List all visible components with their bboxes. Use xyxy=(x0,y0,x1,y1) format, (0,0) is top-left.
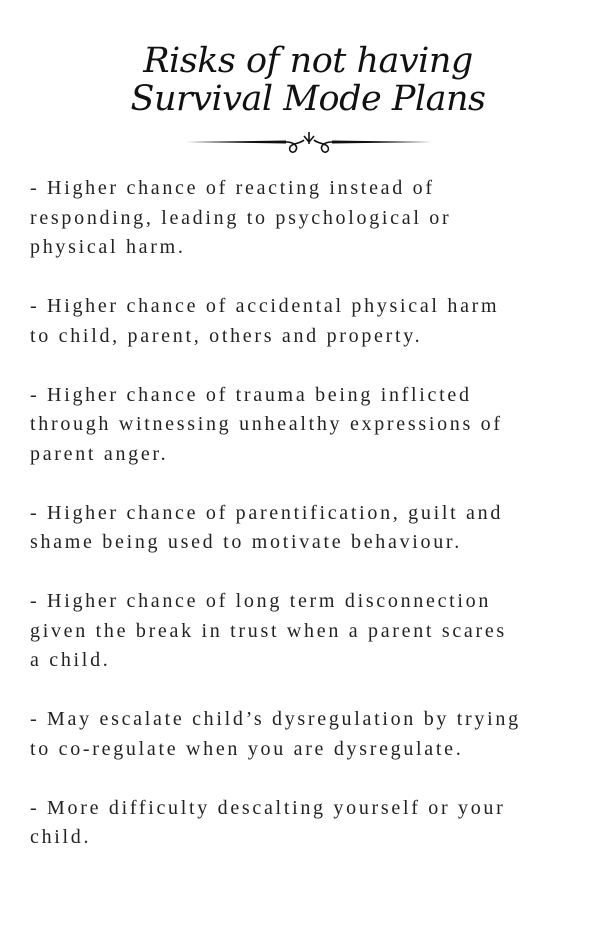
risk-item-line: child. xyxy=(30,826,92,848)
risk-item-line: through witnessing unhealthy expressions of xyxy=(30,413,503,435)
risks-list xyxy=(30,174,600,882)
risk-item-line: responding, leading to psychological or xyxy=(30,206,452,229)
flourish-divider-icon xyxy=(186,128,432,158)
risk-item-line: - Higher chance of reacting instead of xyxy=(30,177,435,199)
risk-item-line: a child. xyxy=(30,649,111,671)
risk-item-line: - Higher chance of long term disconnection xyxy=(30,590,492,612)
title-line-1: Risks of not having xyxy=(143,41,473,81)
risk-item-line: shame being used to motivate behaviour. xyxy=(30,531,462,553)
risk-item-line: - Higher chance of trauma being inflicted xyxy=(30,383,472,406)
risk-item xyxy=(30,381,600,470)
page-title xyxy=(0,42,616,118)
risk-item xyxy=(30,174,600,263)
risk-item-line: - May escalate child’s dysregulation by trying xyxy=(30,708,521,730)
risk-item-line: - Higher chance of accidental physical harm xyxy=(30,295,500,317)
risk-item xyxy=(30,794,600,853)
risk-item-line: given the break in trust when a parent scares xyxy=(30,619,507,642)
risk-item xyxy=(30,705,600,764)
risk-item-line: parent anger. xyxy=(30,442,169,465)
risk-item-line: - Higher chance of parentification, guilt and xyxy=(30,501,504,524)
title-line-2: Survival Mode Plans xyxy=(130,79,486,119)
risk-item-line: - More difficulty descalting yourself or your xyxy=(30,796,506,819)
risk-item-line: physical harm. xyxy=(30,236,186,258)
risk-item xyxy=(30,499,600,558)
risk-item xyxy=(30,587,600,676)
risk-item-line: to co-regulate when you are dysregulate. xyxy=(30,737,464,760)
risk-item xyxy=(30,292,600,351)
risk-item-line: to child, parent, others and property. xyxy=(30,324,423,347)
